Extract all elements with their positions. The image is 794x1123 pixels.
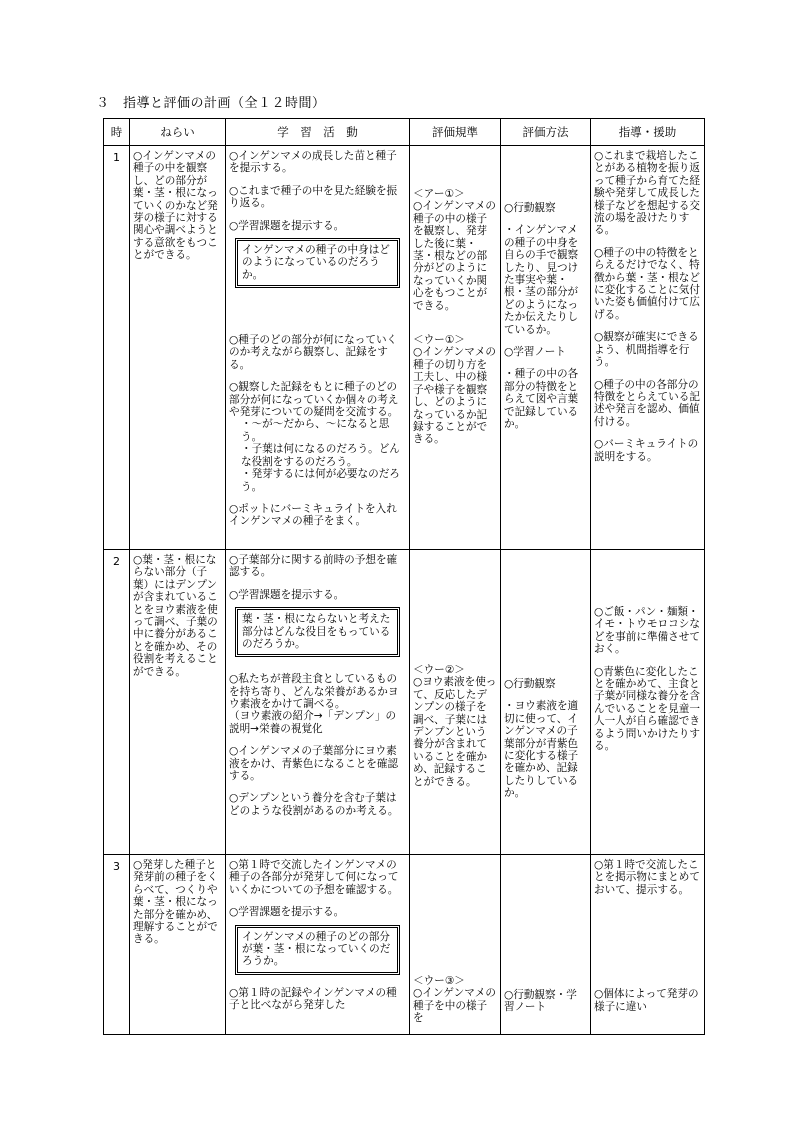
activity-item: ○観察した記録をもとに種子のどの部分が何になっていくか個々の考えや発芽についての疑問を交流する。 [229,381,399,419]
aim-text: ○発芽した種子と発芽前の種子をくらべて、つくりや葉・茎・根になった部分を確かめ、理解することができる。 [133,859,218,946]
support-cell [591,550,705,855]
method-item: ○学習ノート [504,346,566,359]
method-item: ・ヨウ素液を適切に使って、インゲンマメの子葉部分が青紫色に変化する様子を確かめ、記録したりしているか。 [504,700,579,800]
activity-item: ○学習課題を提示する。 [229,219,345,232]
criteria-item: ＜ウー②＞ ○ヨウ素液を使って、反応したデンプンの様子を調べ、子葉にはデンプンという養分が含まれていることを確かめ、記録することができる。 [413,664,497,788]
task-box: 葉・茎・根にならないと考えた部分はどんな役目をもっているのだろうか。 [235,607,400,657]
method-item: ○行動観察 [504,202,556,214]
task-box: インゲンマメの種子のどの部分が葉・茎・根になっていくのだろうか。 [235,925,400,975]
criteria-cell [410,550,501,855]
activity-cell [226,550,410,855]
criteria-item: ＜アー①＞ ○インゲンマメの種子の中の様子を観察し、発芽した後に葉・茎・根などの部分がどのようになっていくか関心をもつことができる。 [413,188,496,312]
table-row [104,550,705,855]
col-criteria: 評価規準 [410,119,501,146]
col-aim: ねらい [130,119,226,146]
aim-cell [130,146,226,550]
method-cell [501,855,591,1035]
aim-cell [130,855,226,1035]
hour-cell: 2 [104,550,130,855]
sub-item: ・子葉は何になるのだろう。どんな役割をするのだろう。 [241,443,400,468]
activity-item: ○第１時の記録やインゲンマメの種子と比べながら発芽した [229,986,397,1012]
col-support: 指導・援助 [591,119,705,146]
activity-item: ○私たちが普段主食としているものを持ち寄り、どんな栄養があるかヨウ素液をかけて調べる。 （ヨウ素液の紹介→「デンプン」の説明→栄養の視覚化 [229,673,399,735]
support-cell [591,146,705,550]
table-row [104,146,705,550]
aim-text: ○葉・茎・根にならない部分（子葉）にはデンプンが含まれていることをヨウ素液を使って調べ、子葉の中に養分があることを確かめ、その役割を考えることができる。 [133,554,218,678]
table-row [104,855,705,1035]
support-item: ○第１時で交流したことを掲示物にまとめておいて、提示する。 [594,859,700,896]
col-hour: 時 [104,119,130,146]
method-item: ・インゲンマメの種子の中身を自らの手で観察したり、見つけた事実や葉・根・茎の部分がどのようになったか伝えたりしているか。 [504,224,579,336]
activity-item: ○インゲンマメの成長した苗と種子を提示する。 [229,150,397,175]
col-method: 評価方法 [501,119,591,146]
section-heading: ３ 指導と評価の計画（全１２時間） [96,96,326,111]
aim-cell [130,550,226,855]
support-cell [591,855,705,1035]
support-item: ○種子の中の特徴をとらえるだけでなく、特徴から葉・茎・根などに変化することに気付いた姿も価値付けて広げる。 [594,246,700,321]
hour-cell: 1 [104,146,130,550]
method-item: ・種子の中の各部分の特徴をとらえて図や言葉で記録しているか。 [504,368,579,431]
col-activity: 学 習 活 動 [226,119,410,146]
criteria-item: ＜ウー①＞ ○インゲンマメの種子の切り方を工夫し、中の様子や様子を観察し、どのようになっているか記録することができる。 [413,334,496,446]
criteria-item: ＜ウー③＞ ○インゲンマメの種子を中の様子を [413,975,496,1025]
criteria-cell [410,146,501,550]
activity-cell [226,855,410,1035]
support-item: ○個体によって発芽の様子に違い [594,988,699,1013]
aim-text: ○インゲンマメの種子の中を観察し、どの部分が葉・茎・根になっていくのかなど発芽の様子に対する関心や調べようとする意欲をもつことができる。 [133,150,218,262]
activity-item: ○これまで種子の中を見た経験を振り返る。 [229,184,398,210]
support-item: ○バーミキュライトの説明をする。 [594,438,699,463]
method-item: ○行動観察 [504,678,556,690]
method-cell [501,550,591,855]
activity-cell [226,146,410,550]
sub-item: ・発芽するには何が必要なのだろう。 [241,468,400,493]
hour-cell: 3 [104,855,130,1035]
activity-item: ○第１時で交流したインゲンマメの種子の各部分が発芽して何になっていくかについての予想を確認する。 [229,859,399,896]
activity-item: ○子葉部分に関する前時の予想を確認する。 [229,554,398,579]
activity-item: ○デンプンという養分を含む子葉はどのような役割があるのか考える。 [229,792,399,817]
activity-item: ○学習課題を提示する。 [229,906,345,919]
method-cell [501,146,591,550]
support-item: ○これまで栽培したことがある植物を振り返って種子から育てた経験や発芽して成長した様子などを想起する交流の場を設けたりする。 [594,150,700,237]
support-item: ○ご飯・パン・麺類・イモ・トウモロコシなどを事前に準備させておく。 [594,606,700,656]
activity-item: ○ポットにバーミキュライトを入れインゲンマメの種子をまく。 [229,502,397,528]
activity-item: ○インゲンマメの子葉部分にヨウ素液をかけ、青紫色になることを確認する。 [229,745,399,783]
header-row [104,119,705,146]
task-box: インゲンマメの種子の中身はどのようになっているのだろうか。 [235,238,400,288]
criteria-cell [410,855,501,1035]
activity-item: ○学習課題を提示する。 [229,588,345,601]
support-item: ○青紫色に変化したことを確かめて、主食と子葉が同様な養分を含んでいることを見童一人一人が自ら確認できるよう問いかけたりする。 [594,665,700,753]
support-item: ○観察が確実にできるよう、机間指導を行う。 [594,331,699,369]
plan-table [103,118,705,1035]
activity-item: ○種子のどの部分が何になっていくのか考えながら観察し、記録をする。 [229,334,398,371]
support-item: ○種子の中の各部分の特徴をとらえている記述や発言を認め、価値付ける。 [594,378,700,428]
sub-item: ・～が～だから、～になると思う。 [241,418,390,443]
method-item: ○行動観察・学習ノート [504,989,577,1014]
